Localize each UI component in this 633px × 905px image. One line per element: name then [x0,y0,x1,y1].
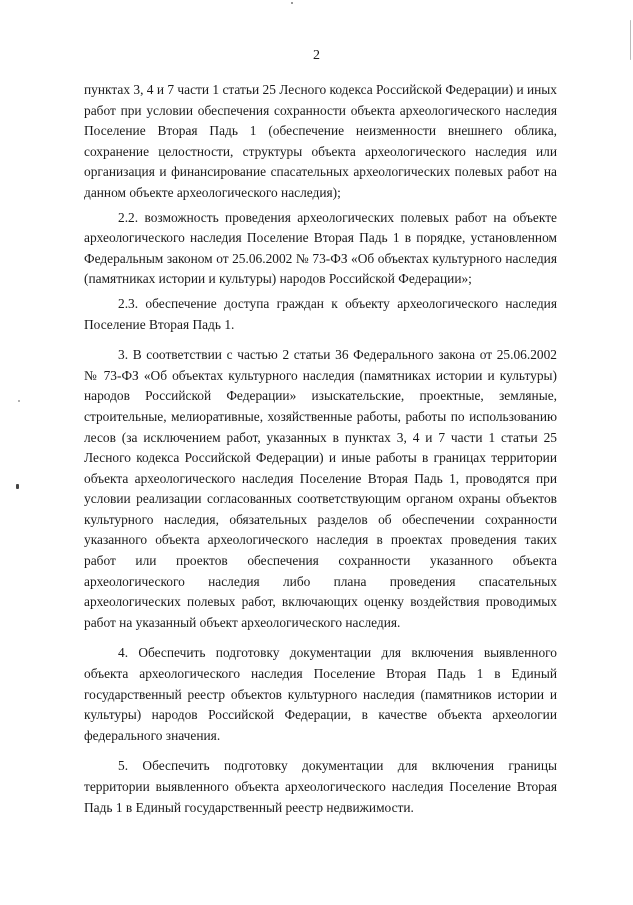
scan-speck [291,2,293,4]
scan-speck [18,400,20,402]
paragraph-4: 4. Обеспечить подготовку документации для включения выявленного объекта археологического наследия Поселение Вторая Падь 1 в Единый государственный реестр объектов культурного наследия (памятников истории и культуры) народов Российской Федерации, в качестве объекта археологии федерального значения. [84,645,557,743]
paragraph-2-3: 2.3. обеспечение доступа граждан к объекту археологического наследия Поселение Вторая Падь 1. [84,295,557,332]
paragraph-continuation: пунктах 3, 4 и 7 части 1 статьи 25 Лесного кодекса Российской Федерации) и иных работ при условии обеспечения сохранности объекта археологического наследия Поселение Вторая Падь 1 (обеспечение неизменности внешнего облика, сохранение целостности, структуры объекта археологического наследия или организация и финансирование спасательных археологических полевых работ на данном объекте археологического наследия); [84,82,557,200]
scan-speck [16,484,19,489]
document-body [84,80,557,822]
paragraph-3: 3. В соответствии с частью 2 статьи 36 Федерального закона от 25.06.2002 № 73-ФЗ «Об объектах культурного наследия (памятниках истории и культуры) народов Российской Федерации» изыскательские, проектные, земляные, строительные, мелиоративные, хозяйственные работы, работы по использованию лесов (за исключением работ, указанных в пунктах 3, 4 и 7 части 1 статьи 25 Лесного кодекса Российской Федерации) и иные работы в границах территории объекта археологического наследия Поселение Вторая Падь 1, проводятся при условии реализации согласованных соответствующим органом охраны объектов культурного наследия, обязательных разделов об обеспечении сохранности указанного объекта археологического наследия в проектах проведения таких работ или проектов обеспечения сохранности указанного объекта археологического наследия либо плана проведения спасательных археологических полевых работ, включающих оценку воздействия проводимых работ на указанный объект археологического наследия. [84,347,557,630]
paragraph-2-2: 2.2. возможность проведения археологических полевых работ на объекте археологического наследия Поселение Вторая Падь 1 в порядке, установленном Федеральным законом от 25.06.2002 № 73-ФЗ «Об объектах культурного наследия (памятниках истории и культуры) народов Российской Федерации»; [84,209,557,287]
paragraph-5: 5. Обеспечить подготовку документации для включения границы территории выявленного объекта археологического наследия Поселение Вторая Падь 1 в Единый государственный реестр недвижимости. [84,758,557,815]
page-number: 2 [313,48,320,63]
scan-edge-line [630,20,631,60]
